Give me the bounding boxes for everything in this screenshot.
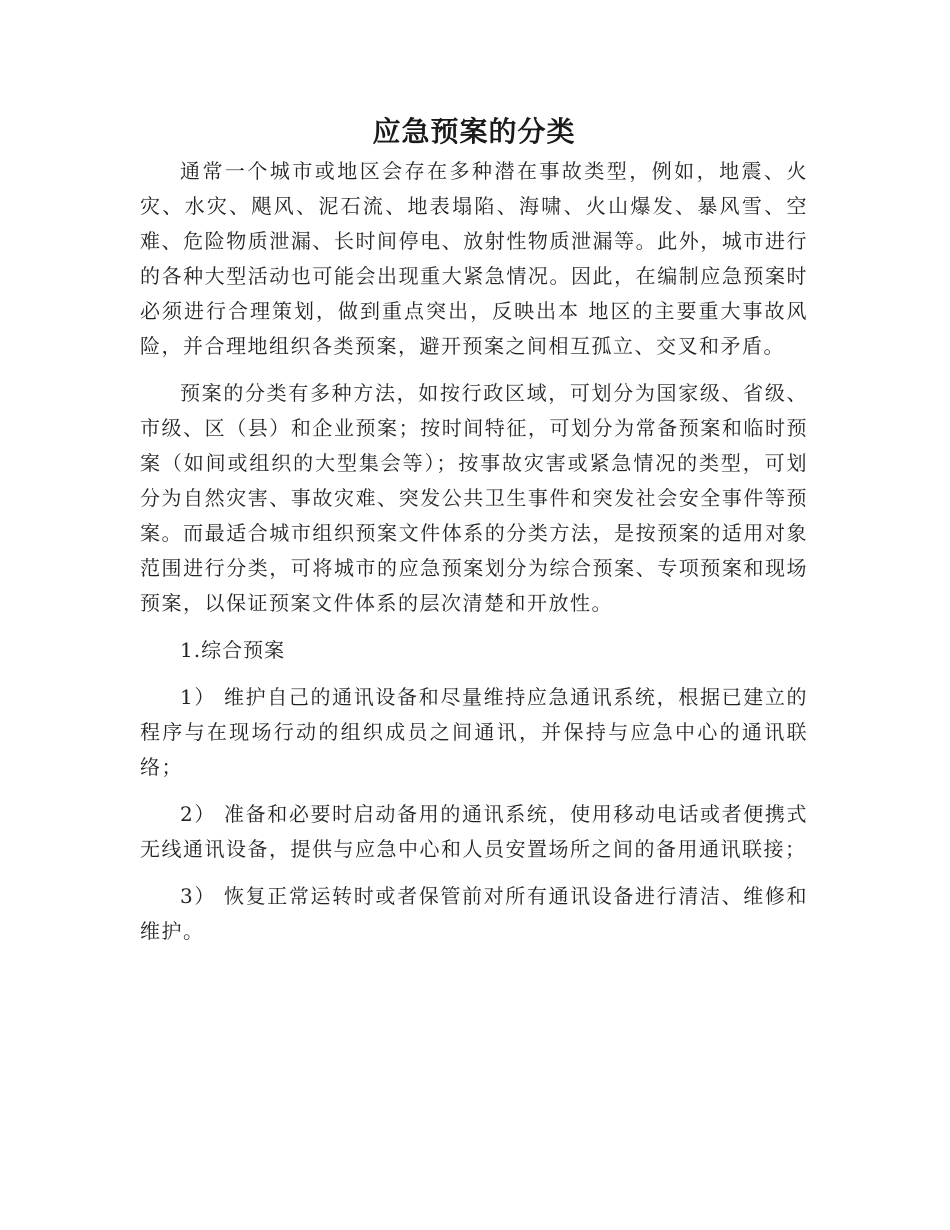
section-heading-comprehensive-plan: 1.综合预案 [180, 638, 286, 662]
document-title: 应急预案的分类 [372, 115, 576, 148]
list-item-1: 1） 维护自己的通讯设备和尽量维持应急通讯系统，根据已建立的程序与在现场行动的组织成员之间通讯，并保持与应急中心的通讯联络； [140, 685, 808, 779]
document-body [140, 112, 808, 961]
list-item-3: 3） 恢复正常运转时或者保管前对所有通讯设备进行清洁、维修和维护。 [140, 884, 808, 943]
intro-paragraph: 通常一个城市或地区会存在多种潜在事故类型，例如，地震、火灾、水灾、飓风、泥石流、地表塌陷、海啸、火山爆发、暴风雪、空难、危险物质泄漏、长时间停电、放射性物质泄漏等。此外，城市进行的各种大型活动也可能会出现重大紧急情况。因此，在编制应急预案时必须进行合理策划，做到重点突出，反映出本 地区的主要重大事故风险，并合理地组织各类预案，避开预案之间相互孤立、交叉和矛盾。 [140, 159, 808, 358]
classification-paragraph: 预案的分类有多种方法，如按行政区域，可划分为国家级、省级、市级、区（县）和企业预案；按时间特征，可划分为常备预案和临时预案（如间或组织的大型集会等）；按事故灾害或紧急情况的类型，可划分为自然灾害、事故灾难、突发公共卫生事件和突发社会安全事件等预案。而最适合城市组织预案文件体系的分类方法，是按预案的适用对象范围进行分类，可将城市的应急预案划分为综合预案、专项预案和现场预案，以保证预案文件体系的层次清楚和开放性。 [140, 381, 808, 615]
list-item-2: 2） 准备和必要时启动备用的通讯系统，使用移动电话或者便携式无线通讯设备，提供与应急中心和人员安置场所之间的备用通讯联接； [140, 802, 808, 861]
